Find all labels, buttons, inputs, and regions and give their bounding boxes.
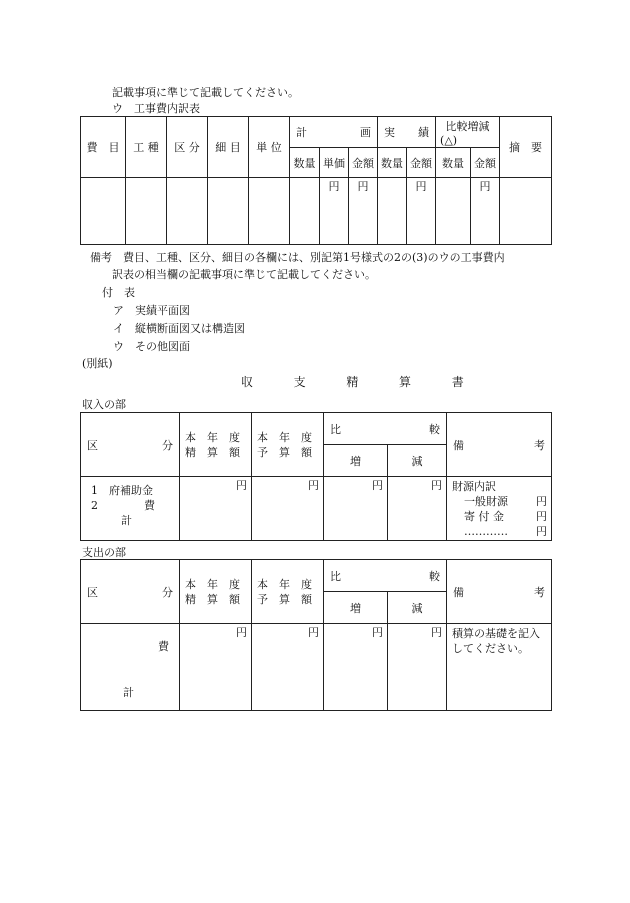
cell-yen: 円 <box>252 624 324 711</box>
header-saimoku: 細 目 <box>208 117 249 178</box>
header-bikou-1: 備 <box>453 438 464 452</box>
header-himoku: 費 目 <box>81 117 126 178</box>
income-bikou-yen: 円 <box>536 525 547 538</box>
title-char: 精 <box>346 375 359 389</box>
header-current-2: 精 算 額 <box>185 445 240 459</box>
header-bikou-1: 備 <box>453 585 464 599</box>
header-kubun-1: 区 <box>87 585 98 599</box>
cell-yen: 円 <box>320 178 349 245</box>
betsushi-label: (別紙) <box>82 357 113 370</box>
header-budget-2: 予 算 額 <box>257 445 312 459</box>
expense-bikou-line2: してください。 <box>452 642 529 655</box>
header-suuryou: 数量 <box>378 148 407 178</box>
header-budget-2: 予 算 額 <box>257 592 312 606</box>
header-kingaku: 金額 <box>407 148 436 178</box>
header-hikaku-sub: (△) <box>440 133 458 147</box>
cell-empty <box>81 178 126 245</box>
header-tekiyou: 摘 要 <box>500 117 552 178</box>
header-jisseki-1: 実 <box>384 126 396 139</box>
header-kubun-1: 区 <box>87 438 98 452</box>
cell-empty <box>378 178 407 245</box>
header-keikaku-1: 計 <box>296 126 307 139</box>
title-char: 収 <box>241 375 254 389</box>
cell-empty <box>249 178 290 245</box>
cell-yen: 円 <box>180 624 252 711</box>
expense-item-name: 費 <box>158 640 169 653</box>
cell-yen: 円 <box>388 477 447 541</box>
cell-empty <box>167 178 208 245</box>
income-table <box>80 412 552 541</box>
header-hikaku <box>436 117 500 148</box>
attachment-heading: 付 表 <box>102 286 135 299</box>
cell-yen: 円 <box>324 624 388 711</box>
header-kubun <box>81 413 180 477</box>
expense-total: 計 <box>123 686 134 699</box>
cell-yen: 円 <box>324 477 388 541</box>
income-bikou <box>447 477 552 541</box>
income-section-label: 収入の部 <box>82 398 126 411</box>
cell-empty <box>436 178 471 245</box>
income-bikou-yen: 円 <box>536 495 547 508</box>
header-budget <box>252 560 324 624</box>
income-bikou-line4: ………… <box>464 525 508 538</box>
cell-empty <box>208 178 249 245</box>
expense-table <box>80 559 552 711</box>
cost-breakdown-table <box>80 116 552 245</box>
income-item-2-num: 2 <box>91 499 98 512</box>
expense-bikou-line1: 積算の基礎を記入 <box>452 627 540 640</box>
expense-bikou <box>447 624 552 711</box>
header-keikaku <box>290 117 378 148</box>
header-current-1: 本 年 度 <box>185 577 240 591</box>
header-zou: 増 <box>324 445 388 477</box>
cell-yen: 円 <box>180 477 252 541</box>
income-bikou-line1: 財源内訳 <box>452 480 496 493</box>
cell-empty <box>126 178 167 245</box>
income-bikou-line2: 一般財源 <box>464 495 508 508</box>
header-hikaku-1: 比 <box>330 422 341 436</box>
header-kubun <box>81 560 180 624</box>
cell-empty <box>500 178 552 245</box>
header-kubun: 区 分 <box>167 117 208 178</box>
header-bikou-2: 考 <box>534 438 545 452</box>
section-heading: ウ 工事費内訳表 <box>112 102 200 115</box>
header-tani: 単 位 <box>249 117 290 178</box>
header-tanka: 単価 <box>320 148 349 178</box>
header-current-settlement <box>180 413 252 477</box>
header-kingaku: 金額 <box>349 148 378 178</box>
header-hikaku-1: 比 <box>330 569 341 583</box>
header-hikaku-2: 較 <box>429 569 440 583</box>
title-char: 支 <box>293 375 306 389</box>
cell-empty <box>290 178 320 245</box>
cell-yen: 円 <box>349 178 378 245</box>
header-jisseki-2: 績 <box>418 126 430 139</box>
expense-section-label: 支出の部 <box>82 546 126 559</box>
attachment-item-u: ウ その他図面 <box>113 340 190 353</box>
header-budget-1: 本 年 度 <box>257 577 312 591</box>
header-gen: 減 <box>388 445 447 477</box>
header-kubun-2: 分 <box>162 585 173 599</box>
attachment-item-a: ア 実績平面図 <box>113 304 190 317</box>
intro-line: 記載事項に準じて記載してください。 <box>112 86 299 99</box>
income-bikou-yen: 円 <box>536 510 547 523</box>
income-bikou-line3: 寄 付 金 <box>464 510 504 523</box>
header-hikaku-label: 比較増減 <box>445 119 490 133</box>
header-gen: 減 <box>388 592 447 624</box>
header-koushu: 工 種 <box>126 117 167 178</box>
header-current-2: 精 算 額 <box>185 592 240 606</box>
header-suuryou: 数量 <box>436 148 471 178</box>
cell-yen: 円 <box>252 477 324 541</box>
title-char: 書 <box>451 375 464 389</box>
header-kubun-2: 分 <box>162 438 173 452</box>
header-current-settlement <box>180 560 252 624</box>
header-bikou <box>447 560 552 624</box>
cell-yen: 円 <box>471 178 500 245</box>
header-kingaku: 金額 <box>471 148 500 178</box>
header-current-1: 本 年 度 <box>185 430 240 444</box>
income-total: 計 <box>121 514 132 527</box>
income-items <box>81 477 180 541</box>
header-hikaku-2: 較 <box>429 422 440 436</box>
header-zou: 増 <box>324 592 388 624</box>
header-hikaku <box>324 413 447 445</box>
income-item-2-name: 費 <box>144 499 155 512</box>
note-bikou-line2: 訳表の相当欄の記載事項に準じて記載してください。 <box>112 268 376 281</box>
header-bikou-2: 考 <box>534 585 545 599</box>
header-jisseki <box>378 117 436 148</box>
header-suuryou: 数量 <box>290 148 320 178</box>
header-hikaku <box>324 560 447 592</box>
note-bikou-line1: 備考 費目、工種、区分、細目の各欄には、別記第1号様式の2の(3)のウの工事費内 <box>90 251 505 264</box>
header-budget <box>252 413 324 477</box>
cell-yen: 円 <box>388 624 447 711</box>
header-keikaku-2: 画 <box>360 126 372 139</box>
cell-yen: 円 <box>407 178 436 245</box>
income-item-1: 1 府補助金 <box>91 484 153 497</box>
attachment-item-i: イ 縦横断面図又は構造図 <box>113 322 245 335</box>
expense-items <box>81 624 180 711</box>
header-budget-1: 本 年 度 <box>257 430 312 444</box>
settlement-title <box>241 373 464 390</box>
title-char: 算 <box>399 375 412 389</box>
header-bikou <box>447 413 552 477</box>
